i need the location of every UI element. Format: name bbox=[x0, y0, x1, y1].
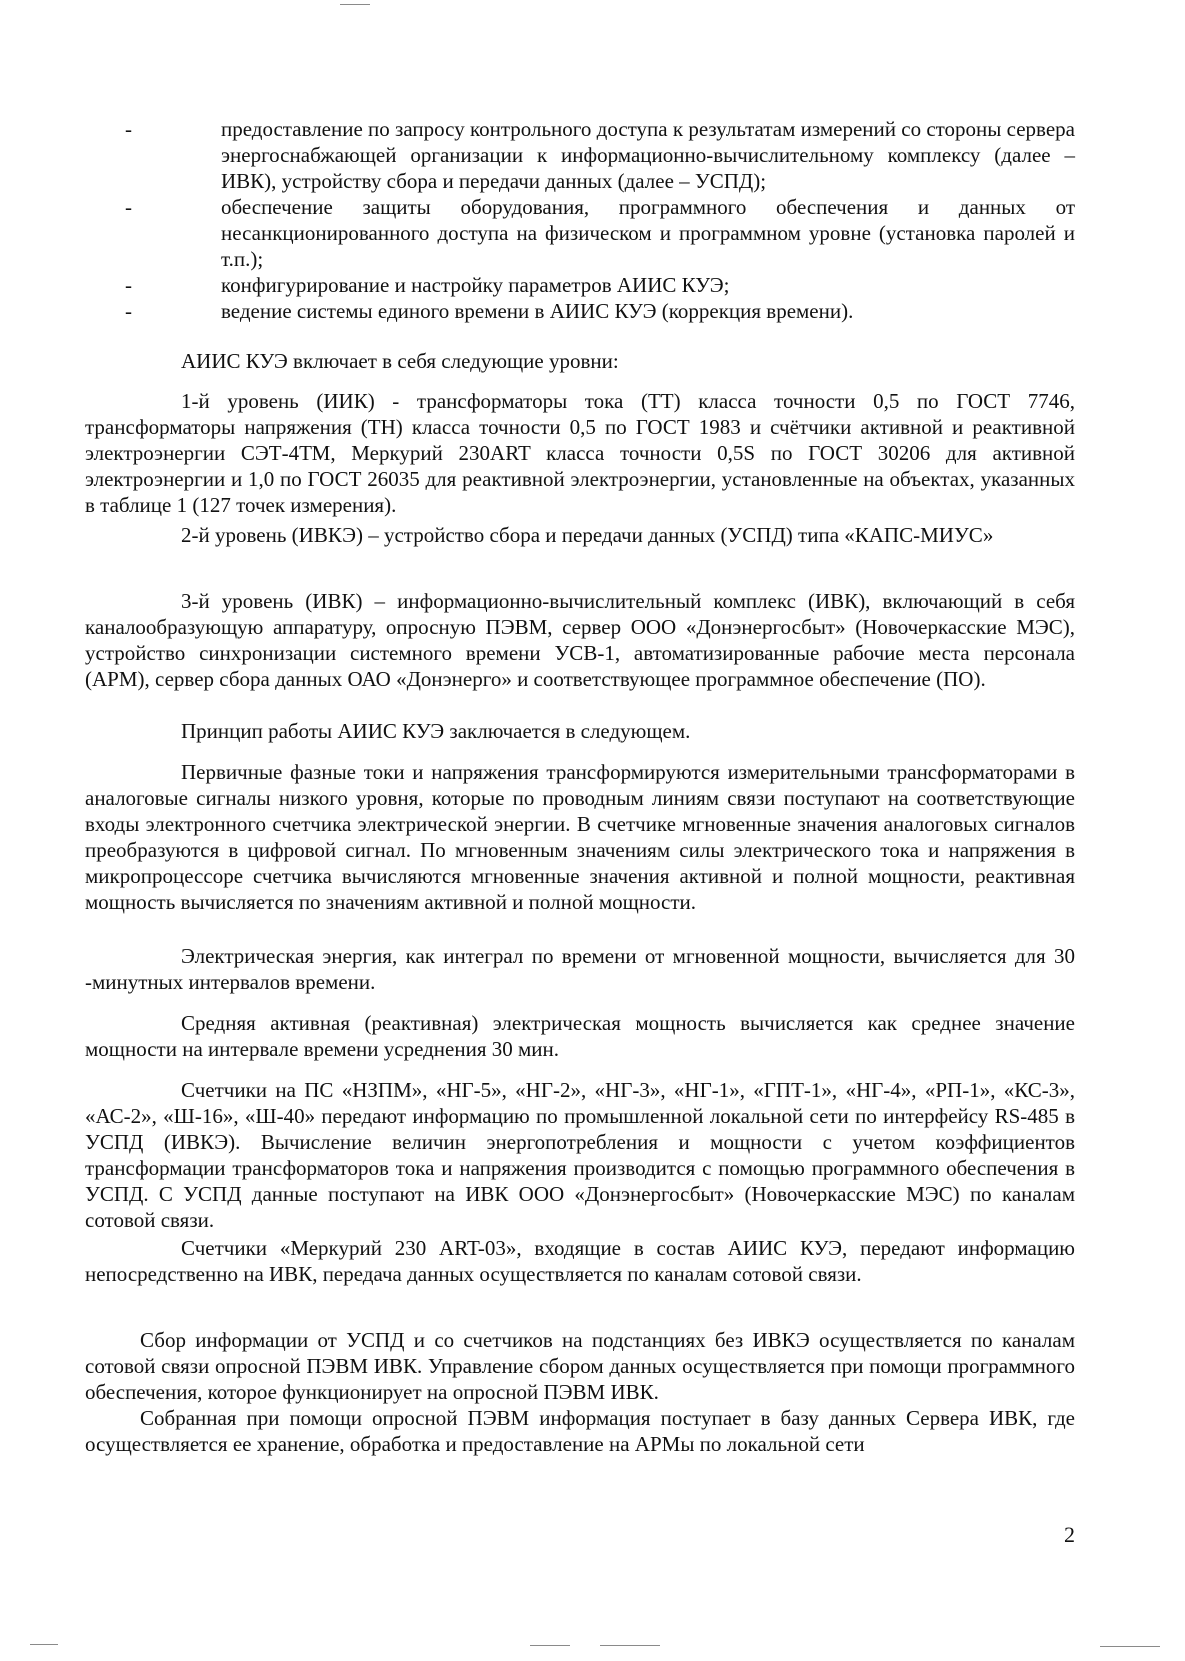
bullet-list bbox=[125, 116, 1075, 324]
scan-artifact bbox=[1100, 1646, 1160, 1647]
paragraph-meters-substations: Счетчики на ПС «НЗПМ», «НГ-5», «НГ-2», «НГ-3», «НГ-1», «ГПТ-1», «НГ-4», «РП-1», «КС-3», «АС-2», «Ш-16», «Ш-40» передают информацию по промышленной локальной сети по интерфейсу RS-485 в УСПД (ИВКЭ). Вычисление величин энергопотребления и мощности с учетом коэффициентов трансформации трансформаторов тока и напряжения производится с помощью программного обеспечения в УСПД. С УСПД данные поступают на ИВК ООО «Донэнергосбыт» (Новочеркасские МЭС) по каналам сотовой связи. bbox=[85, 1078, 1075, 1232]
bullet-marker: - bbox=[125, 195, 132, 219]
bullet-text: предоставление по запросу контрольного доступа к результатам измерений со стороны сервера энергоснабжающей организации к информационно-вычислительному комплексу (далее – ИВК), устройству сбора и передачи данных (далее – УСПД); bbox=[221, 117, 1075, 193]
paragraph-levels-intro: АИИС КУЭ включает в себя следующие уровни: bbox=[181, 349, 619, 373]
scan-artifact bbox=[30, 1644, 58, 1645]
bullet-item bbox=[125, 272, 1075, 298]
paragraph-server-storage: Собранная при помощи опросной ПЭВМ информация поступает в базу данных Сервера ИВК, где осуществляется ее хранение, обработка и предоставление на АРМы по локальной сети bbox=[85, 1406, 1075, 1456]
paragraph-average-power: Средняя активная (реактивная) электрическая мощность вычисляется как среднее значение мощности на интервале времени усреднения 30 мин. bbox=[85, 1011, 1075, 1061]
bullet-text: конфигурирование и настройку параметров АИИС КУЭ; bbox=[221, 273, 730, 297]
scan-artifact bbox=[340, 4, 370, 5]
scan-artifact bbox=[600, 1645, 660, 1646]
paragraph-level-3: 3-й уровень (ИВК) – информационно-вычислительный комплекс (ИВК), включающий в себя каналообразующую аппаратуру, опросную ПЭВМ, сервер ООО «Донэнергосбыт» (Новочеркасские МЭС), устройство синхронизации системного времени УСВ-1, автоматизированные рабочие места персонала (АРМ), сервер сбора данных ОАО «Донэнерго» и соответствующее программное обеспечение (ПО). bbox=[85, 589, 1075, 691]
paragraph-principle: Принцип работы АИИС КУЭ заключается в следующем. bbox=[181, 719, 691, 743]
bullet-marker: - bbox=[125, 117, 132, 141]
bullet-text: обеспечение защиты оборудования, программного обеспечения и данных от несанкционированного доступа на физическом и программном уровне (установка паролей и т.п.); bbox=[221, 195, 1075, 271]
paragraph-level-2: 2-й уровень (ИВКЭ) – устройство сбора и передачи данных (УСПД) типа «КАПС-МИУС» bbox=[181, 523, 994, 547]
bullet-marker: - bbox=[125, 299, 132, 323]
page-number: 2 bbox=[1064, 1522, 1075, 1547]
bullet-text: ведение системы единого времени в АИИС КУЭ (коррекция времени). bbox=[221, 299, 854, 323]
paragraph-primary-currents: Первичные фазные токи и напряжения трансформируются измерительными трансформаторами в аналоговые сигналы низкого уровня, которые по проводным линиям связи поступают на соответствующие входы электронного счетчика электрической энергии. В счетчике мгновенные значения аналоговых сигналов преобразуются в цифровой сигнал. По мгновенным значениям силы электрического тока и напряжения в микропроцессоре счетчика вычисляются мгновенные значения активной и полной мощности, реактивная мощность вычисляется по значениям активной и полной мощности. bbox=[85, 760, 1075, 914]
bullet-item bbox=[125, 298, 1075, 324]
scan-artifact bbox=[530, 1645, 570, 1646]
paragraph-energy: Электрическая энергия, как интеграл по времени от мгновенной мощности, вычисляется для 30 -минутных интервалов времени. bbox=[85, 944, 1075, 994]
bullet-marker: - bbox=[125, 273, 132, 297]
bullet-item bbox=[125, 194, 1075, 272]
paragraph-level-1: 1-й уровень (ИИК) - трансформаторы тока (ТТ) класса точности 0,5 по ГОСТ 7746, трансформаторы напряжения (ТН) класса точности 0,5 по ГОСТ 1983 и счётчики активной и реактивной электроэнергии СЭТ-4ТМ, Меркурий 230ART класса точности 0,5S по ГОСТ 30206 для активной электроэнергии и 1,0 по ГОСТ 26035 для реактивной электроэнергии, установленные на объектах, указанных в таблице 1 (127 точек измерения). bbox=[85, 389, 1075, 517]
paragraph-mercury-meters: Счетчики «Меркурий 230 ART-03», входящие в состав АИИС КУЭ, передают информацию непосредственно на ИВК, передача данных осуществляется по каналам сотовой связи. bbox=[85, 1236, 1075, 1286]
bullet-item bbox=[125, 116, 1075, 194]
paragraph-data-collection: Сбор информации от УСПД и со счетчиков на подстанциях без ИВКЭ осуществляется по каналам сотовой связи опросной ПЭВМ ИВК. Управление сбором данных осуществляется при помощи программного обеспечения, которое функционирует на опросной ПЭВМ ИВК. bbox=[85, 1328, 1075, 1404]
